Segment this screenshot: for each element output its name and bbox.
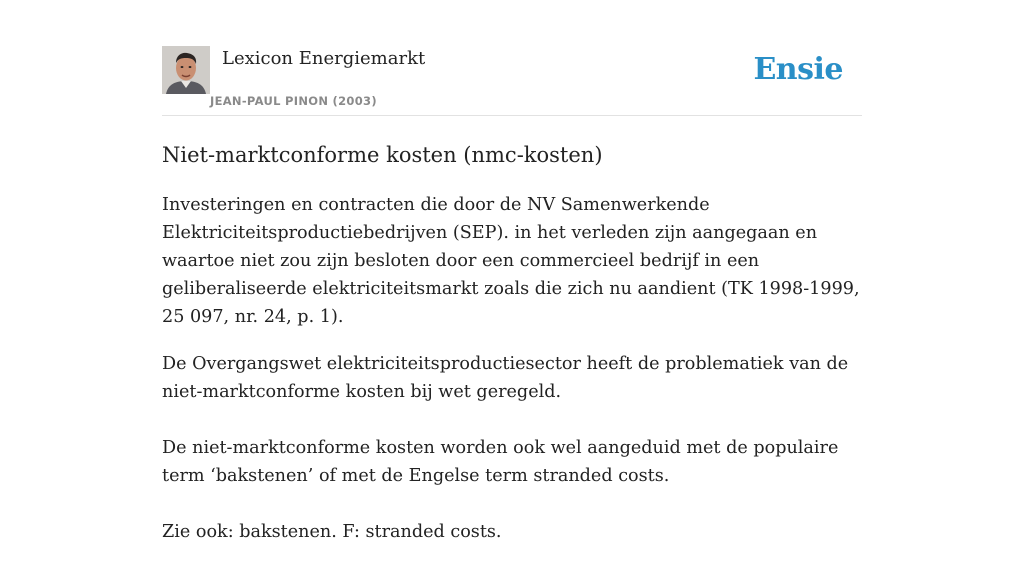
entry-body — [162, 191, 862, 546]
author-avatar[interactable] — [162, 46, 210, 94]
body-paragraph: De niet-marktconforme kosten worden ook wel aangeduid met de populaire term ‘bakstenen’ of met de Engelse term stranded costs. — [162, 438, 839, 486]
body-paragraph: De Overgangswet elektriciteitsproductiesector heeft de problematiek van de niet-marktconforme kosten bij wet geregeld. — [162, 354, 849, 402]
brand-logo[interactable]: Ensie — [753, 52, 843, 87]
entry-card — [162, 46, 862, 565]
author-portrait-icon — [162, 46, 210, 94]
see-also-paragraph: Zie ook: bakstenen. F: stranded costs. — [162, 522, 502, 542]
entry-title: Niet-marktconforme kosten (nmc-kosten) — [162, 143, 603, 167]
lexicon-title[interactable]: Lexicon Energiemarkt — [222, 48, 426, 69]
author-name[interactable]: JEAN-PAUL PINON (2003) — [210, 94, 377, 108]
definition-paragraph: Investeringen en contracten die door de NV Samenwerkende Elektriciteitsproductiebedrijven (SEP). in het verleden zijn aangegaan en waartoe niet zou zijn besloten door een commercieel bedrijf in een geliberaliseerde elektriciteitsmarkt zoals die zich nu aandient (TK 1998-1999, 25 097, nr. 24, p. 1). — [162, 195, 860, 327]
entry-header — [162, 46, 862, 116]
